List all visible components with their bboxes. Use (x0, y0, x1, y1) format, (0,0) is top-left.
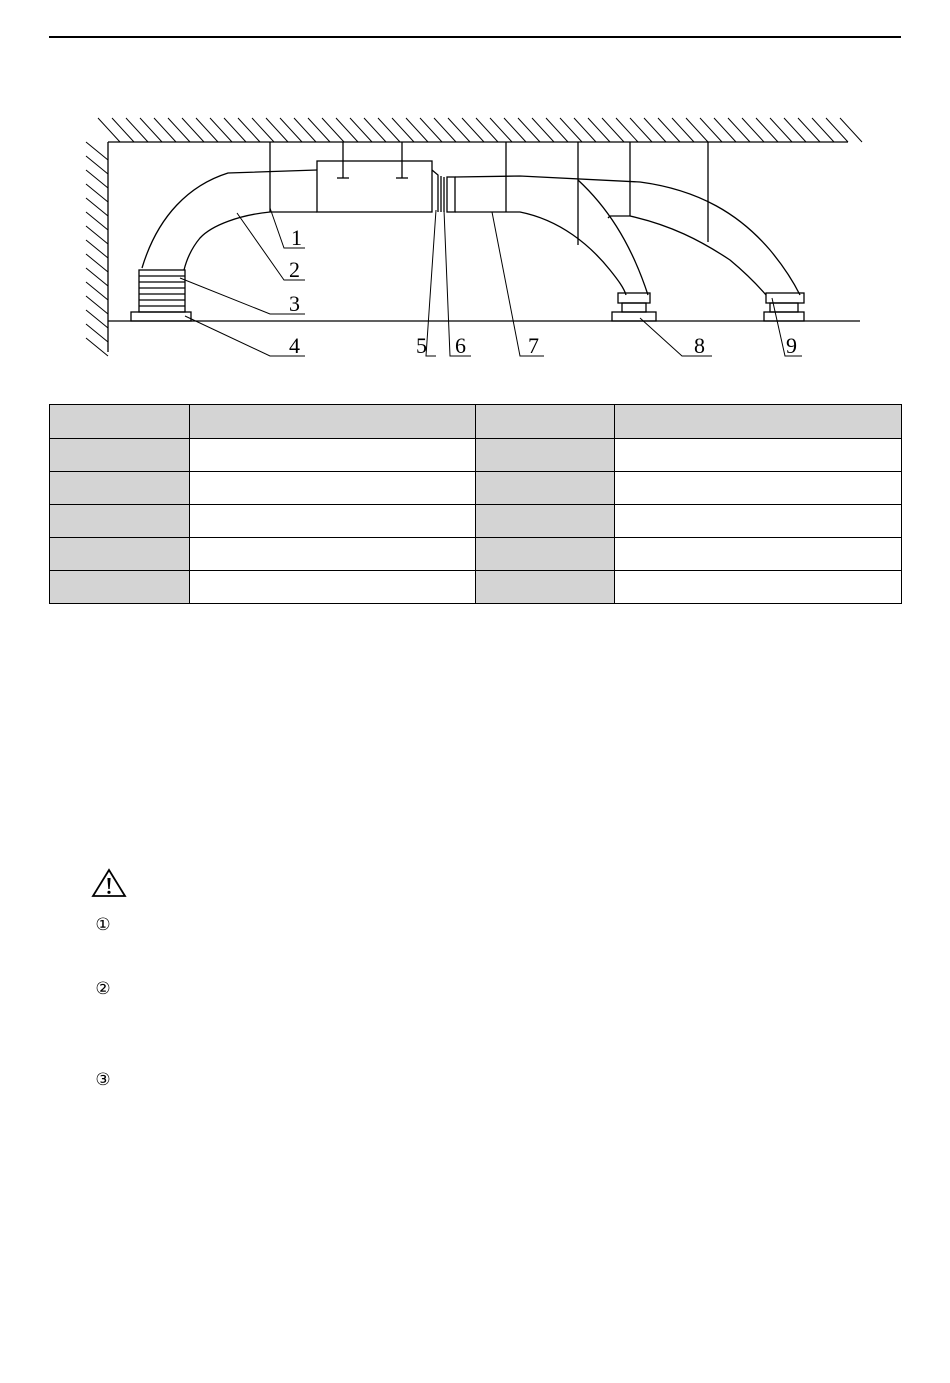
supply-diffuser-9 (764, 293, 804, 321)
table-cell (50, 538, 190, 571)
table-cell (615, 439, 902, 472)
table-cell (50, 472, 190, 505)
table-cell (476, 571, 615, 604)
table-cell (615, 571, 902, 604)
table-cell (476, 538, 615, 571)
table-cell (50, 571, 190, 604)
table-cell (476, 472, 615, 505)
wall (86, 142, 108, 356)
table-row (50, 571, 902, 604)
callout-4: 4 (289, 333, 300, 358)
supply-duct (455, 142, 800, 295)
step-marker-3: ③ (95, 1070, 111, 1090)
table-cell (190, 505, 476, 538)
duct-installation-diagram (0, 0, 950, 400)
return-louver (131, 270, 191, 321)
step-marker-1: ① (95, 915, 111, 935)
table-cell (476, 439, 615, 472)
table-cell (476, 505, 615, 538)
leader-lines (180, 208, 802, 356)
header-cell (615, 405, 902, 439)
table-cell (615, 538, 902, 571)
table-cell (50, 505, 190, 538)
table-cell (50, 439, 190, 472)
callout-5: 5 (416, 333, 427, 358)
table-row (50, 439, 902, 472)
table-cell (615, 472, 902, 505)
table-row (50, 538, 902, 571)
header-cell (476, 405, 615, 439)
table-cell (615, 505, 902, 538)
parts-table-header (50, 405, 902, 439)
return-air-duct (142, 142, 317, 270)
callout-8: 8 (694, 333, 705, 358)
parts-table (49, 404, 902, 604)
callout-3: 3 (289, 291, 300, 316)
indoor-unit (317, 142, 432, 212)
table-row (50, 472, 902, 505)
table-cell (190, 472, 476, 505)
warning-triangle-icon (91, 868, 127, 898)
callout-1: 1 (291, 225, 302, 250)
ceiling (98, 118, 862, 142)
callout-6: 6 (455, 333, 466, 358)
table-cell (190, 538, 476, 571)
callout-9: 9 (786, 333, 797, 358)
callout-7: 7 (528, 333, 539, 358)
table-cell (190, 439, 476, 472)
step-marker-2: ② (95, 979, 111, 999)
header-cell (190, 405, 476, 439)
canvas-connector (432, 170, 455, 212)
table-cell (190, 571, 476, 604)
callout-2: 2 (289, 257, 300, 282)
header-cell (50, 405, 190, 439)
supply-diffuser-8 (612, 293, 656, 321)
table-row (50, 505, 902, 538)
